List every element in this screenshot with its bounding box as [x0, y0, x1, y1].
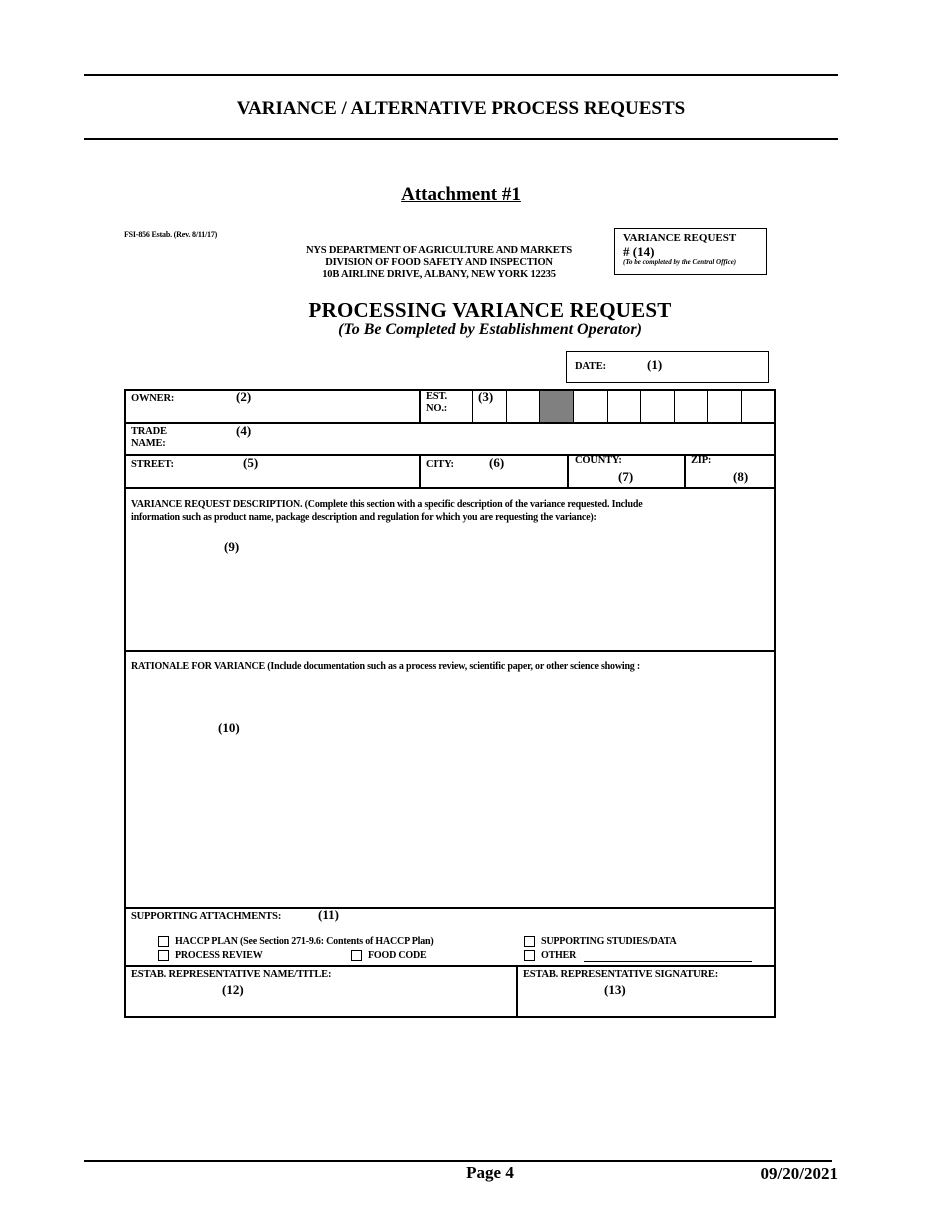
department-line2: DIVISION OF FOOD SAFETY AND INSPECTION	[325, 257, 553, 268]
other-input-line[interactable]	[584, 961, 752, 962]
street-field-number: (5)	[243, 455, 259, 470]
rationale-field-number: (10)	[218, 720, 240, 735]
attachments-field-number: (11)	[318, 907, 339, 922]
row-divider-street	[124, 487, 776, 489]
row-divider-rationale	[124, 907, 776, 909]
food-code-label: FOOD CODE	[368, 950, 427, 961]
est-cell-divider-4	[607, 389, 608, 423]
form-subtitle: (To Be Completed by Establishment Operator)	[338, 321, 642, 338]
row-divider-attachments	[124, 965, 776, 967]
page-title: VARIANCE / ALTERNATIVE PROCESS REQUESTS	[236, 98, 686, 119]
description-line2: information such as product name, package description and regulation for which you are requesting the variance):	[131, 512, 597, 523]
county-label: COUNTY:	[575, 455, 622, 466]
rep-name-label: ESTAB. REPRESENTATIVE NAME/TITLE:	[131, 969, 332, 980]
variance-request-box	[614, 228, 767, 275]
date-field-number: (1)	[647, 357, 663, 372]
process-review-checkbox[interactable]	[158, 950, 169, 961]
est-cell-divider-3	[573, 389, 574, 423]
est-shaded-cell	[540, 391, 573, 422]
department-block	[282, 245, 596, 281]
rep-signature-field-number: (13)	[604, 982, 626, 997]
city-label: CITY:	[426, 459, 454, 470]
other-label: OTHER	[541, 950, 577, 961]
owner-label: OWNER:	[131, 393, 175, 404]
department-line3: 10B AIRLINE DRIVE, ALBANY, NEW YORK 12235	[322, 269, 556, 280]
rep-name-field-number: (12)	[222, 982, 244, 997]
description-instructions	[131, 498, 771, 524]
attachments-label: SUPPORTING ATTACHMENTS:	[131, 911, 282, 922]
zip-label: ZIP:	[691, 455, 712, 466]
supporting-studies-label: SUPPORTING STUDIES/DATA	[541, 936, 677, 947]
rep-signature-field[interactable]	[518, 968, 774, 1016]
food-code-checkbox[interactable]	[351, 950, 362, 961]
est-label-line1: EST.	[426, 391, 447, 402]
rep-signature-label: ESTAB. REPRESENTATIVE SIGNATURE:	[523, 969, 718, 980]
zip-field-number: (8)	[733, 469, 749, 484]
county-field[interactable]	[569, 456, 683, 486]
street-label: STREET:	[131, 459, 174, 470]
est-cell-divider-8	[741, 389, 742, 423]
description-field[interactable]	[126, 530, 774, 648]
haccp-label: HACCP PLAN (See Section 271-9.6: Contents of HACCP Plan)	[175, 936, 434, 947]
owner-field[interactable]	[126, 391, 418, 421]
est-cell-divider-5	[640, 389, 641, 423]
rationale-label: RATIONALE FOR VARIANCE (Include documentation such as a process review, scientific paper, or other science showing :	[131, 661, 641, 672]
rationale-field[interactable]	[126, 676, 774, 905]
city-field[interactable]	[421, 456, 566, 486]
other-checkbox[interactable]	[524, 950, 535, 961]
process-review-label: PROCESS REVIEW	[175, 950, 263, 961]
footer-rule	[84, 1160, 832, 1162]
date-label: DATE:	[575, 361, 606, 372]
est-cell-divider-0	[472, 389, 473, 423]
est-label-line2: NO.:	[426, 403, 448, 414]
county-field-number: (7)	[618, 469, 634, 484]
attachment-heading: Attachment #1	[401, 184, 521, 205]
trade-label-line1: TRADE	[131, 426, 167, 437]
page-number: Page 4	[466, 1163, 514, 1182]
haccp-checkbox[interactable]	[158, 936, 169, 947]
est-no-field-number: (3)	[478, 389, 494, 404]
variance-request-title: VARIANCE REQUEST	[623, 232, 737, 244]
header-bottom-rule	[84, 138, 838, 140]
header-top-rule	[84, 74, 838, 76]
zip-field[interactable]	[686, 456, 774, 486]
footer-date: 09/20/2021	[760, 1164, 838, 1183]
owner-est-divider	[419, 389, 421, 423]
city-field-number: (6)	[489, 455, 505, 470]
description-field-number: (9)	[224, 539, 240, 554]
est-no-label	[426, 391, 447, 415]
row-divider-description	[124, 650, 776, 652]
description-line1: VARIANCE REQUEST DESCRIPTION. (Complete this section with a specific description of the variance requested. Include	[131, 499, 643, 510]
date-field[interactable]	[566, 351, 769, 383]
form-title: PROCESSING VARIANCE REQUEST	[308, 298, 672, 322]
est-cell-divider-7	[707, 389, 708, 423]
owner-field-number: (2)	[236, 389, 252, 404]
variance-request-note: (To be completed by the Central Office)	[623, 258, 737, 266]
rep-name-field[interactable]	[126, 968, 515, 1016]
supporting-studies-checkbox[interactable]	[524, 936, 535, 947]
form-number: FSI-856 Estab. (Rev. 8/11/17)	[124, 230, 218, 239]
variance-request-number: # (14)	[623, 244, 655, 259]
trade-label-line2: NAME:	[131, 438, 166, 449]
street-field[interactable]	[126, 456, 418, 486]
est-cell-divider-1	[506, 389, 507, 423]
department-line1: NYS DEPARTMENT OF AGRICULTURE AND MARKETS	[306, 245, 572, 256]
est-cell-divider-6	[674, 389, 675, 423]
trade-name-field[interactable]	[126, 424, 774, 453]
trade-name-field-number: (4)	[236, 423, 252, 438]
